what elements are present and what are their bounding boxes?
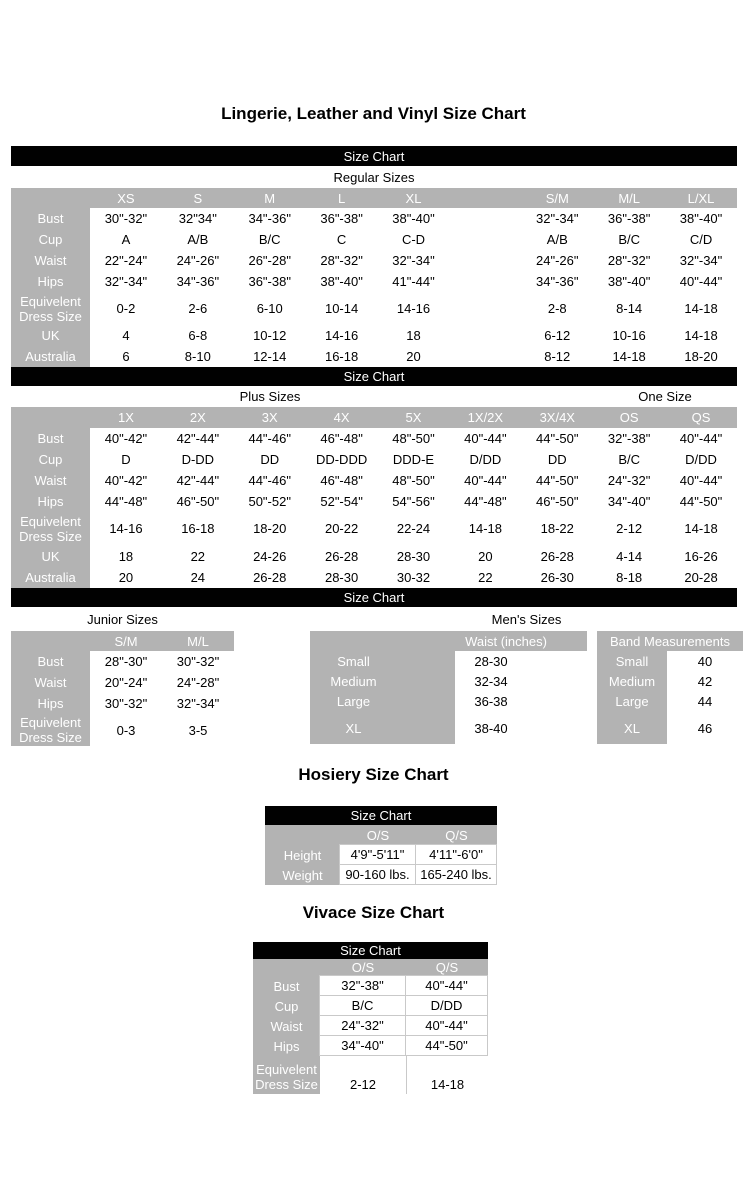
table-cell: 30"-32"	[90, 693, 162, 714]
table-row	[253, 996, 488, 1016]
row-label: Weight	[265, 865, 340, 885]
table-header-row	[11, 631, 234, 651]
table-cell: 34"-36"	[234, 208, 306, 229]
table-cell: 30"-32"	[162, 651, 234, 672]
table-cell: 42	[667, 671, 743, 691]
table-row	[310, 651, 743, 671]
table-cell: A/B	[521, 229, 593, 250]
table-row	[11, 545, 737, 567]
spacer-cell	[587, 712, 597, 744]
table-cell: 90-160 lbs.	[339, 864, 416, 885]
table-cell: 10-12	[234, 325, 306, 346]
table-cell: 46"-50"	[162, 491, 234, 512]
table-cell: 18	[90, 545, 162, 567]
table-cell: 40"-44"	[449, 428, 521, 449]
row-label: Bust	[11, 651, 90, 672]
column-header: 1X/2X	[449, 407, 521, 428]
table-cell: 46"-48"	[306, 428, 378, 449]
table-cell: 20	[90, 567, 162, 588]
size-chart-bar-hosiery	[265, 806, 497, 825]
table-cell: 38"-40"	[665, 208, 737, 229]
table-cell: 44"-48"	[90, 491, 162, 512]
table-cell: 4'9"-5'11"	[339, 844, 416, 865]
table-cell: 40"-44"	[665, 428, 737, 449]
table-cell: 0-2	[90, 292, 162, 325]
table-cell: 32"-34"	[521, 208, 593, 229]
table-cell: 4-14	[593, 545, 665, 567]
row-label: Large	[597, 691, 667, 712]
row-label: UK	[11, 545, 90, 567]
table-cell: 36"-38"	[593, 208, 665, 229]
table-cell: 34"-40"	[319, 1035, 406, 1056]
table-header-row	[253, 959, 488, 976]
table-cell	[449, 346, 521, 367]
table-row	[11, 208, 737, 229]
column-header: S	[162, 188, 234, 208]
plus-sizes-table	[11, 407, 737, 588]
table-cell	[449, 229, 521, 250]
table-cell	[449, 250, 521, 271]
table-cell: 44"-50"	[521, 428, 593, 449]
column-header: Q/S	[406, 959, 488, 976]
column-header: QS	[665, 407, 737, 428]
table-cell: 40"-42"	[90, 470, 162, 491]
table-cell: 26"-28"	[234, 250, 306, 271]
table-cell: 54"-56"	[378, 491, 450, 512]
table-row	[11, 325, 737, 346]
column-header: XL	[378, 188, 450, 208]
table-cell: 28-30	[455, 651, 587, 671]
column-header: 4X	[306, 407, 378, 428]
table-cell: B/C	[593, 449, 665, 470]
table-cell: 24"-26"	[521, 250, 593, 271]
table-cell	[449, 325, 521, 346]
column-header: Q/S	[416, 825, 497, 845]
table-row	[253, 1016, 488, 1036]
table-cell: 6-10	[234, 292, 306, 325]
table-cell: 40"-44"	[665, 271, 737, 292]
table-cell: 32"-34"	[90, 271, 162, 292]
table-cell: DD-DDD	[306, 449, 378, 470]
column-header: S/M	[521, 188, 593, 208]
table-cell: 18-22	[521, 512, 593, 545]
table-cell: 41"-44"	[378, 271, 450, 292]
table-cell: 22"-24"	[90, 250, 162, 271]
plus-sizes-heading: Plus Sizes	[239, 389, 301, 404]
table-cell: 24-26	[234, 545, 306, 567]
table-cell: 2-12	[320, 1056, 406, 1094]
table-cell: 44	[667, 691, 743, 712]
table-cell: 38"-40"	[593, 271, 665, 292]
table-cell: D	[90, 449, 162, 470]
column-header: L	[306, 188, 378, 208]
size-chart-bar-junior-mens	[11, 588, 737, 607]
table-cell: 14-18	[665, 292, 737, 325]
row-label: XL	[597, 712, 667, 744]
row-label: Cup	[11, 229, 90, 250]
row-label: Equivelent Dress Size	[11, 292, 90, 325]
corner-cell	[265, 825, 340, 845]
row-label: Australia	[11, 567, 90, 588]
row-label: Bust	[11, 428, 90, 449]
table-cell: B/C	[319, 995, 406, 1016]
hosiery-size-chart	[265, 806, 497, 885]
column-header: O/S	[340, 825, 416, 845]
table-row	[11, 567, 737, 588]
table-cell: 14-16	[90, 512, 162, 545]
table-cell: 34"-36"	[162, 271, 234, 292]
table-cell: 14-18	[665, 325, 737, 346]
table-cell: 6	[90, 346, 162, 367]
row-label: Equivelent Dress Size	[11, 714, 90, 746]
table-cell: 36-38	[455, 691, 587, 712]
table-cell: 8-10	[162, 346, 234, 367]
table-cell: 42"-44"	[162, 428, 234, 449]
table-cell: 24"-26"	[162, 250, 234, 271]
corner-cell	[253, 959, 320, 976]
table-cell: 28-30	[378, 545, 450, 567]
column-header: 3X	[234, 407, 306, 428]
mens-sizes-table	[310, 631, 743, 744]
table-cell: 44"-48"	[449, 491, 521, 512]
table-cell	[449, 271, 521, 292]
size-chart-bar-label: Size Chart	[343, 590, 405, 605]
vivace-table	[253, 959, 488, 1094]
hosiery-chart-title: Hosiery Size Chart	[298, 765, 449, 784]
table-cell: 28-30	[306, 567, 378, 588]
column-header: 2X	[162, 407, 234, 428]
table-cell: 28"-32"	[593, 250, 665, 271]
row-label: Cup	[11, 449, 90, 470]
regular-sizes-table	[11, 188, 737, 367]
table-row	[11, 491, 737, 512]
column-header: M/L	[162, 631, 234, 651]
corner-cell	[11, 407, 90, 428]
table-cell: 22	[449, 567, 521, 588]
table-row	[11, 271, 737, 292]
table-cell: 18-20	[665, 346, 737, 367]
table-cell: 32"-34"	[378, 250, 450, 271]
table-cell: 8-12	[521, 346, 593, 367]
table-cell: 52"-54"	[306, 491, 378, 512]
table-cell: 36"-38"	[234, 271, 306, 292]
junior-sizes-heading: Junior Sizes	[87, 611, 158, 627]
table-cell: 14-16	[378, 292, 450, 325]
table-cell: 44"-50"	[521, 470, 593, 491]
vivace-size-chart	[253, 942, 488, 1094]
table-cell: 48"-50"	[378, 428, 450, 449]
table-cell: 40"-44"	[449, 470, 521, 491]
row-label: Australia	[11, 346, 90, 367]
table-cell: A/B	[162, 229, 234, 250]
row-label: Height	[265, 845, 340, 865]
table-row	[11, 428, 737, 449]
table-cell: 26-28	[234, 567, 306, 588]
column-header: Band Measurements	[597, 631, 743, 651]
column-header: XS	[90, 188, 162, 208]
one-size-heading: One Size	[638, 389, 692, 404]
table-cell: 40"-42"	[90, 428, 162, 449]
table-cell: 48"-50"	[378, 470, 450, 491]
table-cell: 20-28	[665, 567, 737, 588]
corner-cell	[310, 631, 455, 651]
table-cell: D/DD	[665, 449, 737, 470]
table-row	[11, 470, 737, 491]
table-cell: 30-32	[378, 567, 450, 588]
table-cell: 14-18	[665, 512, 737, 545]
column-header: M/L	[593, 188, 665, 208]
spacer-cell	[587, 691, 597, 712]
column-header: O/S	[320, 959, 406, 976]
table-cell: 18-20	[234, 512, 306, 545]
table-cell: 18	[378, 325, 450, 346]
row-label: Equivelent Dress Size	[253, 1056, 320, 1094]
size-chart-bar-vivace	[253, 942, 488, 959]
table-row	[11, 449, 737, 470]
table-cell: 3-5	[162, 714, 234, 746]
row-label: Waist	[253, 1016, 320, 1036]
table-cell: 32-34	[455, 671, 587, 691]
table-cell: 16-18	[306, 346, 378, 367]
table-cell: 165-240 lbs.	[415, 864, 497, 885]
table-cell	[449, 292, 521, 325]
table-cell: 46"-48"	[306, 470, 378, 491]
row-label: Hips	[11, 271, 90, 292]
table-row	[253, 1056, 488, 1094]
table-cell: 24"-32"	[319, 1015, 406, 1036]
row-label: Waist	[11, 470, 90, 491]
table-cell: 34"-40"	[593, 491, 665, 512]
row-label: Small	[597, 651, 667, 671]
table-cell: 20"-24"	[90, 672, 162, 693]
row-label: Large	[310, 691, 455, 712]
row-label: Cup	[253, 996, 320, 1016]
table-header-row	[310, 631, 743, 651]
table-row	[253, 976, 488, 996]
table-cell: 16-18	[162, 512, 234, 545]
table-cell: 42"-44"	[162, 470, 234, 491]
table-cell: D/DD	[405, 995, 488, 1016]
table-cell: 20	[378, 346, 450, 367]
vivace-chart-title: Vivace Size Chart	[302, 903, 445, 922]
table-cell: 46	[667, 712, 743, 744]
table-cell: DDD-E	[378, 449, 450, 470]
table-row	[11, 229, 737, 250]
table-cell: 50"-52"	[234, 491, 306, 512]
table-cell: 8-14	[593, 292, 665, 325]
size-chart-bar-regular	[11, 146, 737, 166]
table-cell: 26-28	[521, 545, 593, 567]
table-cell: 14-16	[306, 325, 378, 346]
row-label: Medium	[597, 671, 667, 691]
table-cell: 4	[90, 325, 162, 346]
table-cell: 38-40	[455, 712, 587, 744]
table-cell: 32"-38"	[319, 975, 406, 996]
page-title: Lingerie, Leather and Vinyl Size Chart	[221, 104, 526, 123]
table-row	[310, 712, 743, 744]
table-cell: B/C	[593, 229, 665, 250]
column-header: Waist (inches)	[455, 631, 587, 651]
table-header-row	[265, 825, 497, 845]
column-header: 5X	[378, 407, 450, 428]
table-cell: 2-6	[162, 292, 234, 325]
table-row	[11, 250, 737, 271]
table-cell: 40"-44"	[405, 975, 488, 996]
table-cell: 6-12	[521, 325, 593, 346]
junior-sizes-table	[11, 631, 234, 746]
table-cell: 44"-50"	[405, 1035, 488, 1056]
table-row	[310, 691, 743, 712]
table-cell: 24	[162, 567, 234, 588]
size-chart-bar-label: Size Chart	[343, 369, 405, 384]
table-row	[11, 346, 737, 367]
column-header: L/XL	[665, 188, 737, 208]
table-cell: 38"-40"	[306, 271, 378, 292]
table-cell: 24"-32"	[593, 470, 665, 491]
table-cell: 46"-50"	[521, 491, 593, 512]
table-cell: 2-8	[521, 292, 593, 325]
table-cell: 40	[667, 651, 743, 671]
table-cell: DD	[521, 449, 593, 470]
table-row	[11, 672, 234, 693]
table-row	[11, 651, 234, 672]
table-cell: 26-30	[521, 567, 593, 588]
table-row	[11, 693, 234, 714]
table-cell: 32"-34"	[162, 693, 234, 714]
table-cell: 12-14	[234, 346, 306, 367]
table-cell: 28"-32"	[306, 250, 378, 271]
row-label: Waist	[11, 250, 90, 271]
table-cell: 34"-36"	[521, 271, 593, 292]
table-cell: C/D	[665, 229, 737, 250]
row-label: Medium	[310, 671, 455, 691]
row-label: Hips	[253, 1036, 320, 1056]
table-cell: 44"-46"	[234, 470, 306, 491]
table-cell: D/DD	[449, 449, 521, 470]
row-label: Hips	[11, 693, 90, 714]
regular-sizes-heading: Regular Sizes	[333, 169, 415, 185]
table-header-row	[11, 407, 737, 428]
table-cell: 16-26	[665, 545, 737, 567]
table-cell: 8-18	[593, 567, 665, 588]
column-header	[449, 188, 521, 208]
size-chart-bar-label: Size Chart	[343, 148, 405, 164]
table-cell: 22-24	[378, 512, 450, 545]
table-row	[11, 292, 737, 325]
table-cell: 20-22	[306, 512, 378, 545]
hosiery-table	[265, 825, 497, 885]
table-cell: 10-16	[593, 325, 665, 346]
table-cell: 30"-32"	[90, 208, 162, 229]
table-row	[265, 865, 497, 885]
table-row	[265, 845, 497, 865]
table-cell: 14-18	[406, 1056, 488, 1094]
table-cell: D-DD	[162, 449, 234, 470]
table-cell: B/C	[234, 229, 306, 250]
spacer-cell	[587, 631, 597, 651]
row-label: Hips	[11, 491, 90, 512]
table-cell: A	[90, 229, 162, 250]
corner-cell	[11, 631, 90, 651]
column-header: OS	[593, 407, 665, 428]
table-cell: 14-18	[449, 512, 521, 545]
table-row	[11, 512, 737, 545]
row-label: Bust	[11, 208, 90, 229]
table-cell: 40"-44"	[665, 470, 737, 491]
row-label: UK	[11, 325, 90, 346]
table-cell: 10-14	[306, 292, 378, 325]
table-row	[310, 671, 743, 691]
table-row	[253, 1036, 488, 1056]
table-cell: 14-18	[593, 346, 665, 367]
table-cell: 44"-46"	[234, 428, 306, 449]
spacer-cell	[587, 671, 597, 691]
table-cell: 36"-38"	[306, 208, 378, 229]
table-cell: 4'11"-6'0"	[415, 844, 497, 865]
size-chart-bar-label: Size Chart	[340, 943, 401, 958]
row-label: Equivelent Dress Size	[11, 512, 90, 545]
table-cell: 32"34"	[162, 208, 234, 229]
column-header: S/M	[90, 631, 162, 651]
row-label: Waist	[11, 672, 90, 693]
table-cell: 2-12	[593, 512, 665, 545]
table-cell: 0-3	[90, 714, 162, 746]
table-cell: 24"-28"	[162, 672, 234, 693]
size-chart-bar-plus	[11, 367, 737, 386]
table-cell: 22	[162, 545, 234, 567]
row-label: Small	[310, 651, 455, 671]
corner-cell	[11, 188, 90, 208]
mens-sizes-heading: Men's Sizes	[491, 611, 562, 627]
table-cell: 40"-44"	[405, 1015, 488, 1036]
spacer-cell	[587, 651, 597, 671]
row-label: XL	[310, 712, 455, 744]
table-cell: 28"-30"	[90, 651, 162, 672]
column-header: 3X/4X	[521, 407, 593, 428]
table-cell: 26-28	[306, 545, 378, 567]
table-cell	[449, 208, 521, 229]
table-header-row	[11, 188, 737, 208]
table-cell: C-D	[378, 229, 450, 250]
table-cell: 20	[449, 545, 521, 567]
column-header: M	[234, 188, 306, 208]
table-cell: DD	[234, 449, 306, 470]
table-cell: C	[306, 229, 378, 250]
column-header: 1X	[90, 407, 162, 428]
table-cell: 32"-34"	[665, 250, 737, 271]
table-cell: 6-8	[162, 325, 234, 346]
table-cell: 44"-50"	[665, 491, 737, 512]
size-chart-bar-label: Size Chart	[350, 808, 412, 823]
table-cell: 38"-40"	[378, 208, 450, 229]
table-cell: 32"-38"	[593, 428, 665, 449]
table-row	[11, 714, 234, 746]
row-label: Bust	[253, 976, 320, 996]
